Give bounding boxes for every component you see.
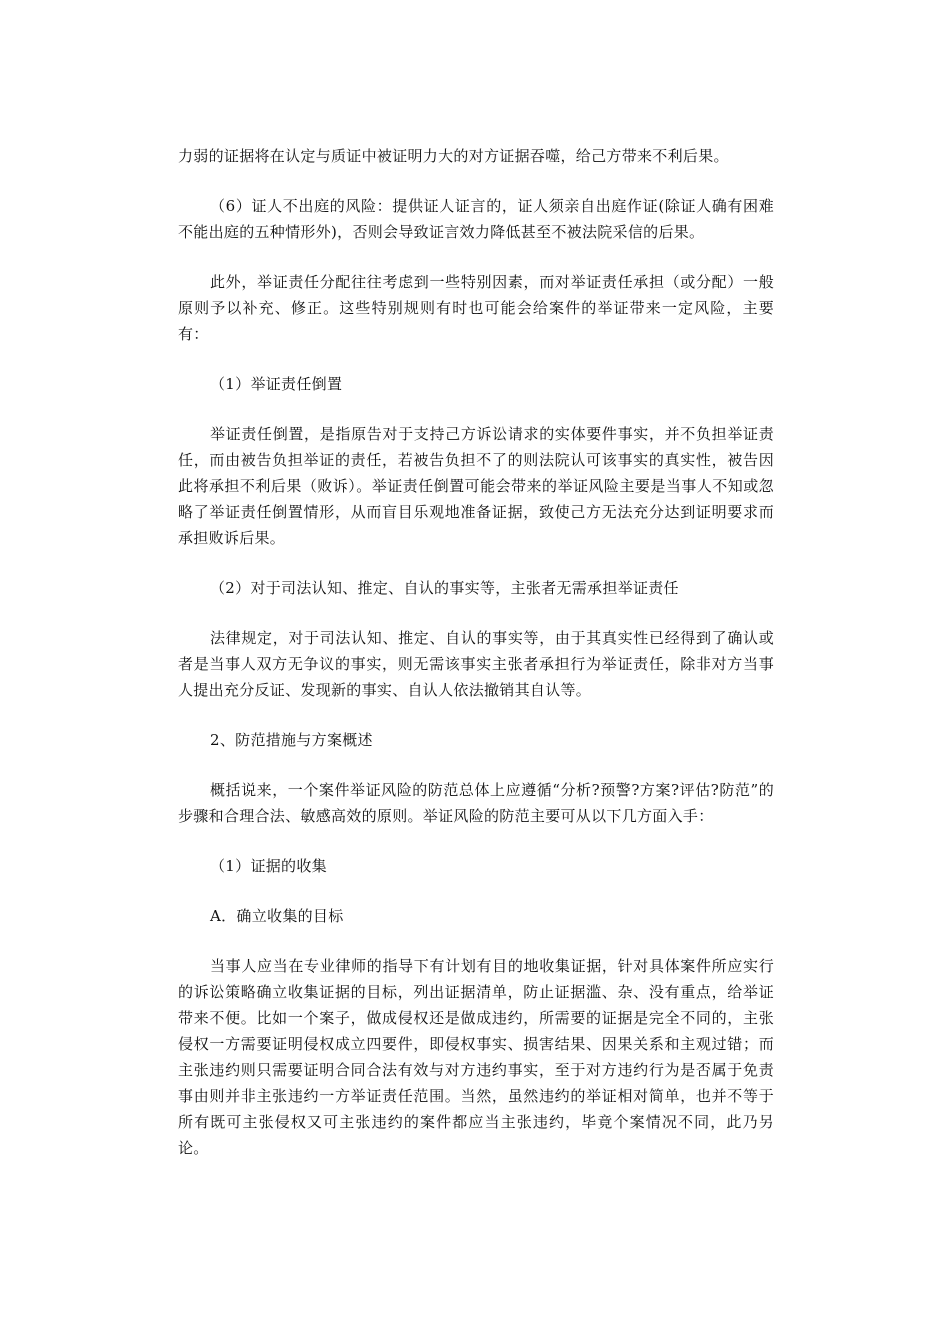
paragraph-burden-reversal: 举证责任倒置，是指原告对于支持己方诉讼请求的实体要件事实，并不负担举证责任，而由被告负担举证的责任，若被告负担不了的则法院认可该事实的真实性，被告因此将承担不利后果（败诉）。举证责任倒置可能会带来的举证风险主要是当事人不知或忽略了举证责任倒置情形，从而盲目乐观地准备证据，致使己方无法充分达到证明要求而承担败诉后果。 bbox=[178, 425, 774, 547]
paragraph-special-rules: 此外，举证责任分配往往考虑到一些特别因素，而对举证责任承担（或分配）一般原则予以补充、修正。这些特别规则有时也可能会给案件的举证带来一定风险，主要有： bbox=[178, 273, 774, 343]
paragraph-witness-risk: （6）证人不出庭的风险：提供证人证言的，证人须亲自出庭作证(除证人确有困难不能出庭的五种情形外)，否则会导致证言效力降低甚至不被法院采信的后果。 bbox=[178, 197, 774, 241]
heading-evidence-collection: （1）证据的收集 bbox=[210, 857, 327, 875]
heading-prevention-measures: 2、防范措施与方案概述 bbox=[210, 731, 373, 749]
paragraph-prevention-overview: 概括说来，一个案件举证风险的防范总体上应遵循“分析?预警?方案?评估?防范”的步骤和合理合法、敏感高效的原则。举证风险的防范主要可从以下几方面入手： bbox=[178, 781, 774, 825]
paragraph-collection-goal: 当事人应当在专业律师的指导下有计划有目的地收集证据，针对具体案件所应实行的诉讼策略确立收集证据的目标，列出证据清单，防止证据滥、杂、没有重点，给举证带来不便。比如一个案子，做成侵权还是做成违约，所需要的证据是完全不同的，主张侵权一方需要证明侵权成立四要件，即侵权事实、损害结果、因果关系和主观过错；而主张违约则只需要证明合同合法有效与对方违约事实，至于对方违约行为是否属于免责事由则并非主张违约一方举证责任范围。当然，虽然违约的举证相对简单，也并不等于所有既可主张侵权又可主张违约的案件都应当主张违约，毕竟个案情况不同，此乃另论。 bbox=[178, 957, 774, 1157]
paragraph-judicial-notice: 法律规定，对于司法认知、推定、自认的事实等，由于其真实性已经得到了确认或者是当事人双方无争议的事实，则无需该事实主张者承担行为举证责任，除非对方当事人提出充分反证、发现新的事实、自认人依法撤销其自认等。 bbox=[178, 629, 774, 699]
heading-judicial-notice: （2）对于司法认知、推定、自认的事实等，主张者无需承担举证责任 bbox=[210, 579, 679, 597]
heading-collection-goal: A．确立收集的目标 bbox=[210, 907, 344, 925]
heading-burden-reversal: （1）举证责任倒置 bbox=[210, 375, 343, 393]
document-page bbox=[178, 143, 774, 1185]
paragraph-continuation: 力弱的证据将在认定与质证中被证明力大的对方证据吞噬，给己方带来不利后果。 bbox=[178, 147, 729, 165]
